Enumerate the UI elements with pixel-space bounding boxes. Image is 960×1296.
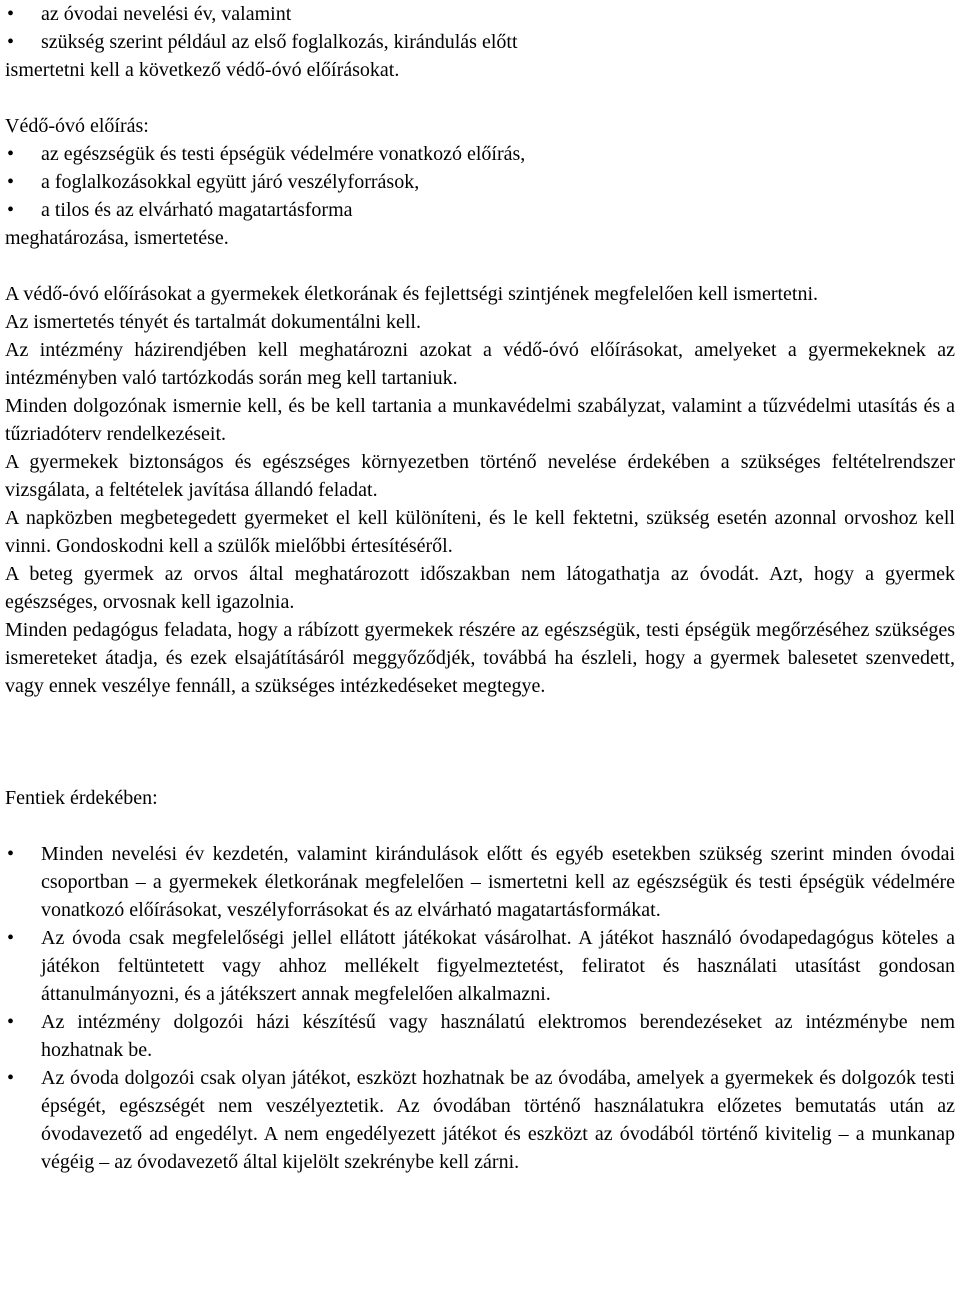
list-item — [5, 924, 955, 1008]
list-item-text: szükség szerint például az első foglalkozás, kirándulás előtt — [41, 31, 518, 53]
list-item-text: Az óvoda dolgozói csak olyan játékot, eszközt hozhatnak be az óvodába, amelyek a gyermekek és dolgozók testi épségét, egészségét nem veszélyeztetik. Az óvodában történő használatukra előzetes bemutatás után az óvodavezető ad engedélyt. A nem engedélyezett játékot és eszközt az óvodából történő kivitelig – a munkanap végéig – az óvodavezető által kijelölt szekrénybe kell zárni. — [41, 1067, 955, 1173]
bullet-icon: • — [7, 3, 15, 25]
paragraph: ismertetni kell a következő védő-óvó előírásokat. — [5, 59, 400, 81]
section-title: Védő-óvó előírás: — [5, 115, 149, 137]
bullet-icon: • — [7, 927, 15, 949]
list-item-text: a tilos és az elvárható magatartásforma — [41, 199, 353, 221]
list-item-text: Minden nevelési év kezdetén, valamint kirándulások előtt és egyéb esetekben szükség szerint minden óvodai csoportban – a gyermekek életkorának megfelelően – ismertetni kell az egészségük és testi épségük védelmére vonatkozó előírásokat, veszélyforrásokat és az elvárható magatartásformákat. — [41, 843, 955, 921]
list-item-text: az óvodai nevelési év, valamint — [41, 3, 292, 25]
paragraph: A védő-óvó előírásokat a gyermekek életkorának és fejlettségi szintjének megfelelően kell ismertetni. — [5, 283, 819, 305]
list-item-text: Az intézmény dolgozói házi készítésű vagy használatú elektromos berendezéseket az intézménybe nem hozhatnak be. — [41, 1011, 955, 1061]
paragraph: Minden dolgozónak ismernie kell, és be kell tartania a munkavédelmi szabályzat, valamint a tűzvédelmi utasítás és a tűzriadóterv rendelkezéseit. — [5, 395, 955, 445]
bullet-icon: • — [7, 199, 15, 221]
paragraph: Az ismertetés tényét és tartalmát dokumentálni kell. — [5, 311, 421, 333]
paragraph: A gyermekek biztonságos és egészséges környezetben történő nevelése érdekében a szükséges feltételrendszer vizsgálata, a feltételek javítása állandó feladat. — [5, 451, 955, 501]
paragraph: A napközben megbetegedett gyermeket el kell különíteni, és le kell fektetni, szükség esetén azonnal orvoshoz kell vinni. Gondoskodni kell a szülők mielőbbi értesítéséről. — [5, 507, 955, 557]
bullet-icon: • — [7, 1011, 15, 1033]
list-item — [5, 28, 955, 56]
list-item — [5, 1008, 955, 1064]
list-item-text: a foglalkozásokkal együtt járó veszélyforrások, — [41, 171, 420, 193]
section-title: Fentiek érdekében: — [5, 787, 158, 809]
bullet-icon: • — [7, 31, 15, 53]
list-item — [5, 840, 955, 924]
paragraph: meghatározása, ismertetése. — [5, 227, 229, 249]
list-item — [5, 140, 955, 168]
list-item — [5, 1064, 955, 1176]
bullet-icon: • — [7, 1067, 15, 1089]
list-item — [5, 196, 955, 224]
list-item-text: az egészségük és testi épségük védelmére vonatkozó előírás, — [41, 143, 526, 165]
list-item-text: Az óvoda csak megfelelőségi jellel ellátott játékokat vásárolhat. A játékot használó óvodapedagógus köteles a játékon feltüntetett vagy ahhoz mellékelt figyelmeztetést, feliratot és használati utasítást gondosan áttanulmányozni, és a játékszert annak megfelelően alkalmazni. — [41, 927, 955, 1005]
paragraph: Minden pedagógus feladata, hogy a rábízott gyermekek részére az egészségük, testi épségük megőrzéséhez szükséges ismereteket átadja, és ezek elsajátításáról meggyőződjék, továbbá ha észleli, hogy a gyermek balesetet szenvedett, vagy ennek veszélye fennáll, a szükséges intézkedéseket megtegye. — [5, 619, 955, 697]
bullet-icon: • — [7, 843, 15, 865]
list-item — [5, 0, 955, 28]
bullet-icon: • — [7, 171, 15, 193]
paragraph: A beteg gyermek az orvos által meghatározott időszakban nem látogathatja az óvodát. Azt, hogy a gyermek egészséges, orvosnak kell igazolnia. — [5, 563, 955, 613]
bullet-icon: • — [7, 143, 15, 165]
list-item — [5, 168, 955, 196]
paragraph: Az intézmény házirendjében kell meghatározni azokat a védő-óvó előírásokat, amelyeket a gyermekeknek az intézményben való tartózkodás során meg kell tartaniuk. — [5, 339, 955, 389]
